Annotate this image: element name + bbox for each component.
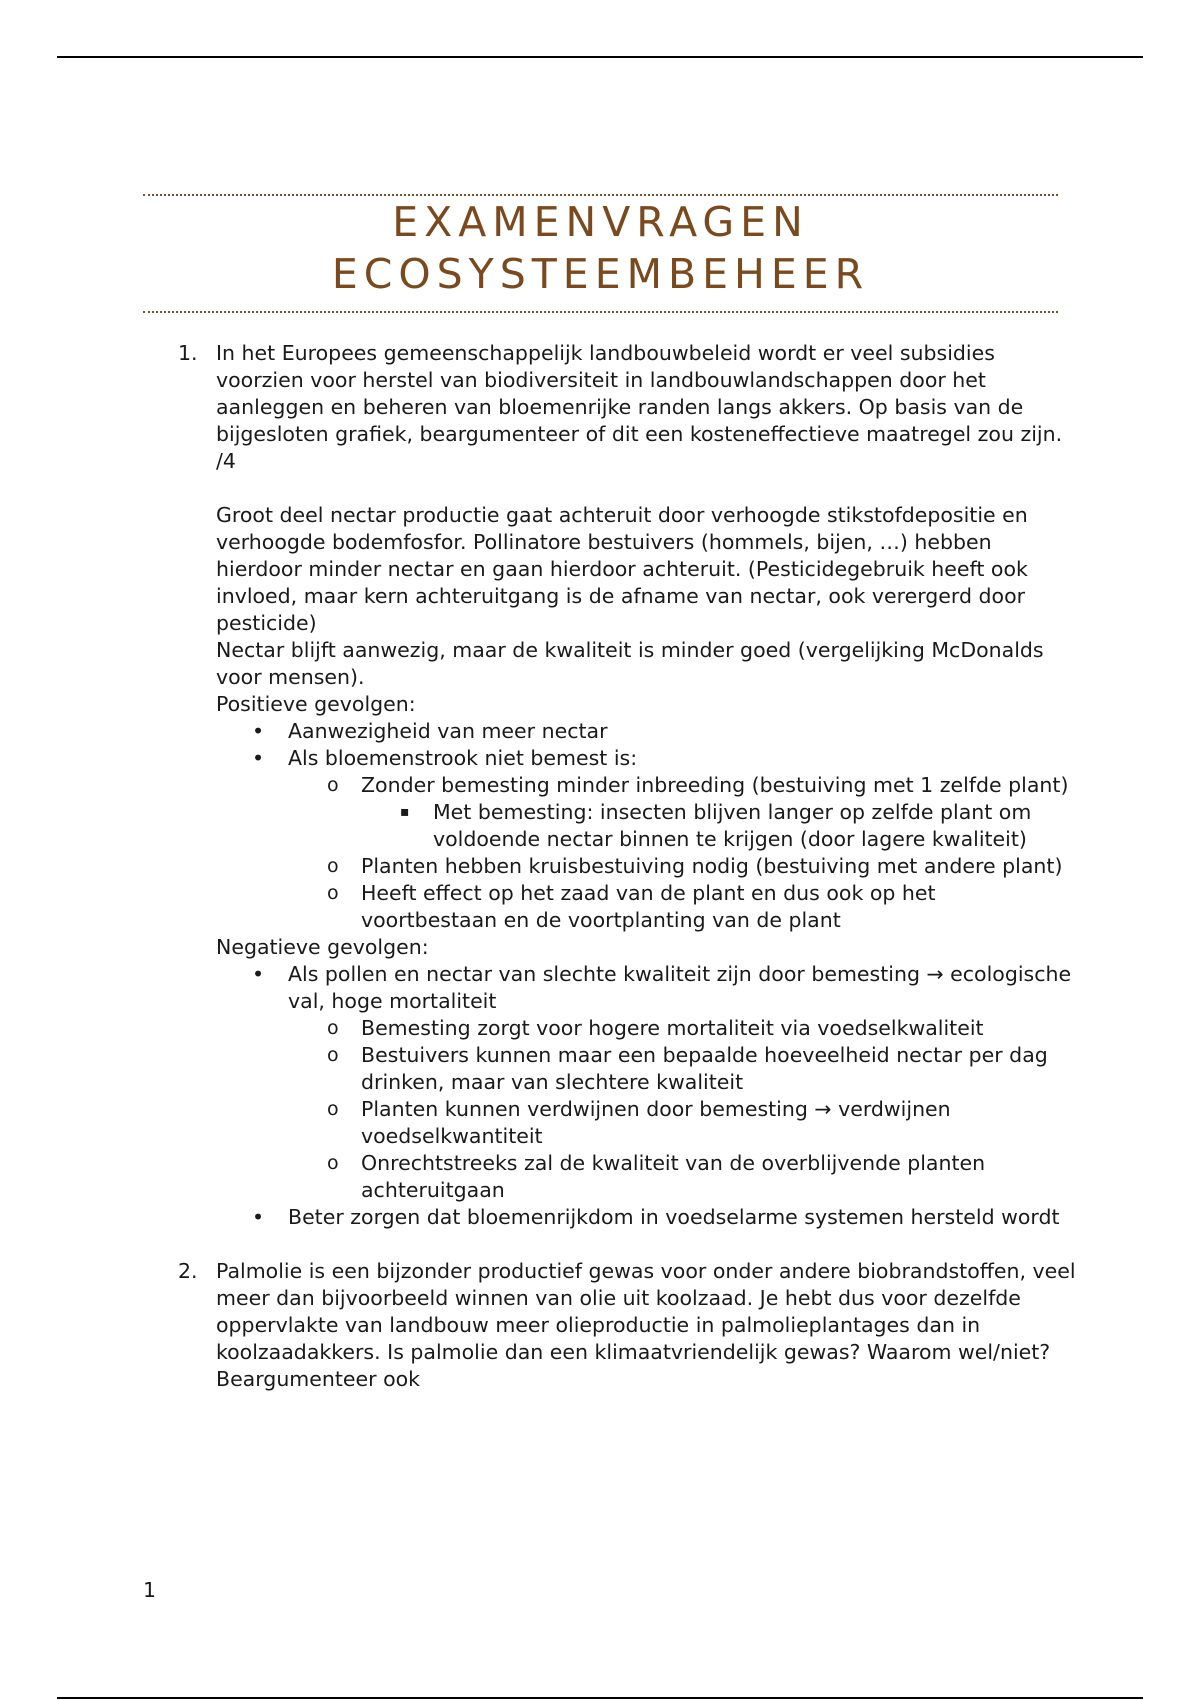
question-text: Palmolie is een bijzonder productief gewas voor onder andere biobrandstoffen, veel meer dan bijvoorbeeld winnen van olie uit koolzaad. Je hebt dus voor dezelfde oppervlakte van landbouw meer olieproductie in palmolieplantages dan in koolzaadakkers. Is palmolie dan een klimaatvriendelijk gewas? Waarom wel/niet? Beargumenteer ook [216, 1259, 1076, 1391]
list-item-text: Onrechtstreeks zal de kwaliteit van de overblijvende planten achteruitgaan [361, 1151, 986, 1202]
bullet-icon: • [252, 719, 265, 743]
page-number: 1 [143, 1578, 157, 1602]
answer-paragraph: Nectar blijft aanwezig, maar de kwaliteit is minder goed (vergelijking McDonalds voor mensen). [216, 638, 1044, 689]
list-item [400, 799, 1076, 853]
question-text: In het Europees gemeenschappelijk landbouwbeleid wordt er veel subsidies voorzien voor herstel van biodiversiteit in landbouwlandschappen door het aanleggen en beheren van bloemenrijke randen langs akkers. Op basis van de bijgesloten grafiek, beargumenteer of dit een kosteneffectieve maatregel zou zijn. /4 [216, 341, 1063, 473]
list-item-text: Beter zorgen dat bloemenrijkdom in voedselarme systemen hersteld wordt [288, 1205, 1060, 1229]
list-item-text: Bestuivers kunnen maar een bepaalde hoeveelheid nectar per dag drinken, maar van slechtere kwaliteit [361, 1043, 1048, 1094]
bullet-icon: • [252, 746, 265, 770]
list-item [327, 853, 1076, 880]
list-item-text: Aanwezigheid van meer nectar [288, 719, 608, 743]
list-item [327, 1042, 1076, 1096]
title-line-2: ECOSYSTEEMBEHEER [331, 250, 870, 298]
square-bullet-icon: ▪ [400, 804, 410, 820]
negative-heading: Negatieve gevolgen: [216, 935, 429, 959]
bullet-icon: • [252, 1205, 265, 1229]
circle-bullet-icon: o [327, 1098, 339, 1120]
list-item-text: Als pollen en nectar van slechte kwaliteit zijn door bemesting → ecologische val, hoge mortaliteit [288, 962, 1072, 1013]
list-item-text: Zonder bemesting minder inbreeding (bestuiving met 1 zelfde plant) [361, 773, 1069, 797]
list-item [252, 1204, 1076, 1231]
list-item [252, 961, 1076, 1015]
bullet-icon: • [252, 962, 265, 986]
list-item [252, 718, 1076, 745]
question-number: 1. [178, 341, 198, 365]
circle-bullet-icon: o [327, 855, 339, 877]
list-item-text: Met bemesting: insecten blijven langer op zelfde plant om voldoende nectar binnen te krijgen (door lagere kwaliteit) [433, 800, 1032, 851]
list-item-text: Planten kunnen verdwijnen door bemesting → verdwijnen voedselkwantiteit [361, 1097, 951, 1148]
circle-bullet-icon: o [327, 1017, 339, 1039]
title-border-bottom [143, 311, 1058, 313]
circle-bullet-icon: o [327, 882, 339, 904]
list-item [327, 1096, 1076, 1150]
list-item [252, 745, 1076, 772]
list-item-text: Heeft effect op het zaad van de plant en dus ook op het voortbestaan en de voortplanting van de plant [361, 881, 936, 932]
list-item [327, 1015, 1076, 1042]
circle-bullet-icon: o [327, 774, 339, 796]
list-item [327, 772, 1076, 799]
list-item-text: Als bloemenstrook niet bemest is: [288, 746, 638, 770]
document-body [178, 340, 1076, 1393]
list-item-text: Bemesting zorgt voor hogere mortaliteit via voedselkwaliteit [361, 1016, 984, 1040]
list-item-text: Planten hebben kruisbestuiving nodig (bestuiving met andere plant) [361, 854, 1063, 878]
positive-heading: Positieve gevolgen: [216, 692, 416, 716]
question-2 [178, 1258, 1076, 1393]
circle-bullet-icon: o [327, 1152, 339, 1174]
circle-bullet-icon: o [327, 1044, 339, 1066]
list-item [327, 880, 1076, 934]
answer-paragraph: Groot deel nectar productie gaat achteruit door verhoogde stikstofdepositie en verhoogde bodemfosfor. Pollinatore bestuivers (hommels, bijen, …) hebben hierdoor minder nectar en gaan hierdoor achteruit. (Pesticidegebruik heeft ook invloed, maar kern achteruitgang is de afname van nectar, ook verergerd door pesticide) [216, 503, 1028, 635]
page-title [143, 196, 1058, 300]
footer-rule [57, 1697, 1143, 1699]
list-item [327, 1150, 1076, 1204]
title-line-1: EXAMENVRAGEN [392, 198, 809, 246]
header-rule [57, 56, 1143, 58]
question-1 [178, 340, 1076, 475]
question-number: 2. [178, 1259, 198, 1283]
